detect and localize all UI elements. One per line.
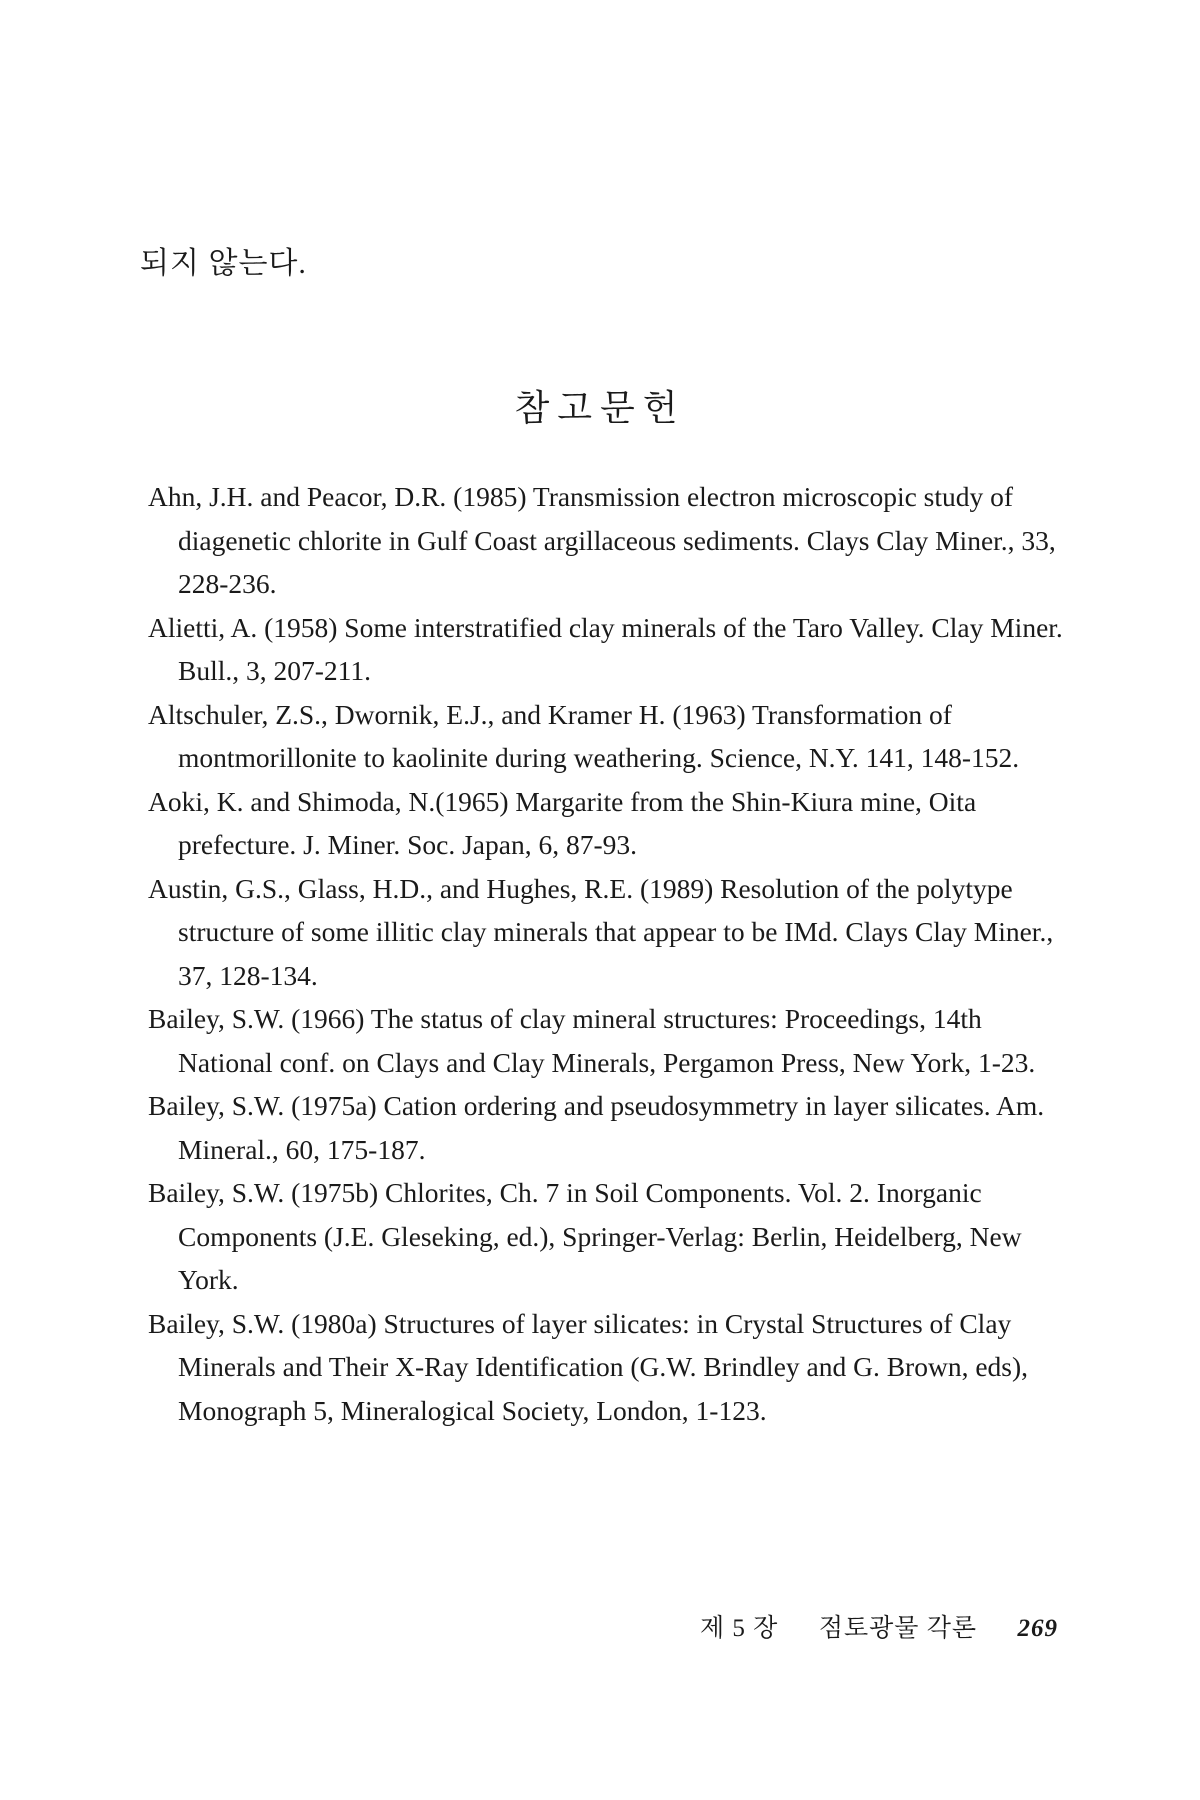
section-title: 참고문헌 [514, 388, 686, 428]
footer-chapter: 제 5 장 [700, 1615, 779, 1642]
page-footer [700, 1608, 1058, 1644]
lead-text: 되지 않는다. [140, 247, 307, 280]
reference-entry: Altschuler, Z.S., Dwornik, E.J., and Kramer H. (1963) Transformation of montmorillonite to kaolinite during weathering. Science, N.Y. 141, 148-152. [148, 698, 1020, 773]
reference-entry: Bailey, S.W. (1966) The status of clay mineral structures: Proceedings, 14th National conf. on Clays and Clay Minerals, Pergamon Press, New York, 1-23. [148, 1003, 1036, 1078]
page-number: 269 [1017, 1615, 1058, 1642]
reference-list [148, 475, 1063, 1432]
reference-entry: Aoki, K. and Shimoda, N.(1965) Margarite from the Shin-Kiura mine, Oita prefecture. J. Miner. Soc. Japan, 6, 87-93. [148, 785, 977, 860]
reference-entry: Bailey, S.W. (1980a) Structures of layer silicates: in Crystal Structures of Clay Minerals and Their X-Ray Identification (G.W. Brindley and G. Brown, eds), Monograph 5, Mineralogical Society, London, 1-123. [148, 1307, 1029, 1426]
reference-entry: Bailey, S.W. (1975a) Cation ordering and pseudosymmetry in layer silicates. Am. Mineral., 60, 175-187. [148, 1090, 1045, 1165]
reference-entry: Bailey, S.W. (1975b) Chlorites, Ch. 7 in Soil Components. Vol. 2. Inorganic Components (J.E. Gleseking, ed.), Springer-Verlag: Berlin, Heidelberg, New York. [148, 1177, 1022, 1295]
reference-entry: Alietti, A. (1958) Some interstratified clay minerals of the Taro Valley. Clay Miner. Bull., 3, 207-211. [148, 611, 1063, 686]
reference-entry: Austin, G.S., Glass, H.D., and Hughes, R.E. (1989) Resolution of the polytype structure of some illitic clay minerals that appear to be IMd. Clays Clay Miner., 37, 128-134. [148, 872, 1054, 991]
footer-chapter-title: 점토광물 각론 [818, 1615, 977, 1642]
reference-entry: Ahn, J.H. and Peacor, D.R. (1985) Transmission electron microscopic study of diagenetic chlorite in Gulf Coast argillaceous sediments. Clays Clay Miner., 33, 228-236. [148, 481, 1056, 599]
